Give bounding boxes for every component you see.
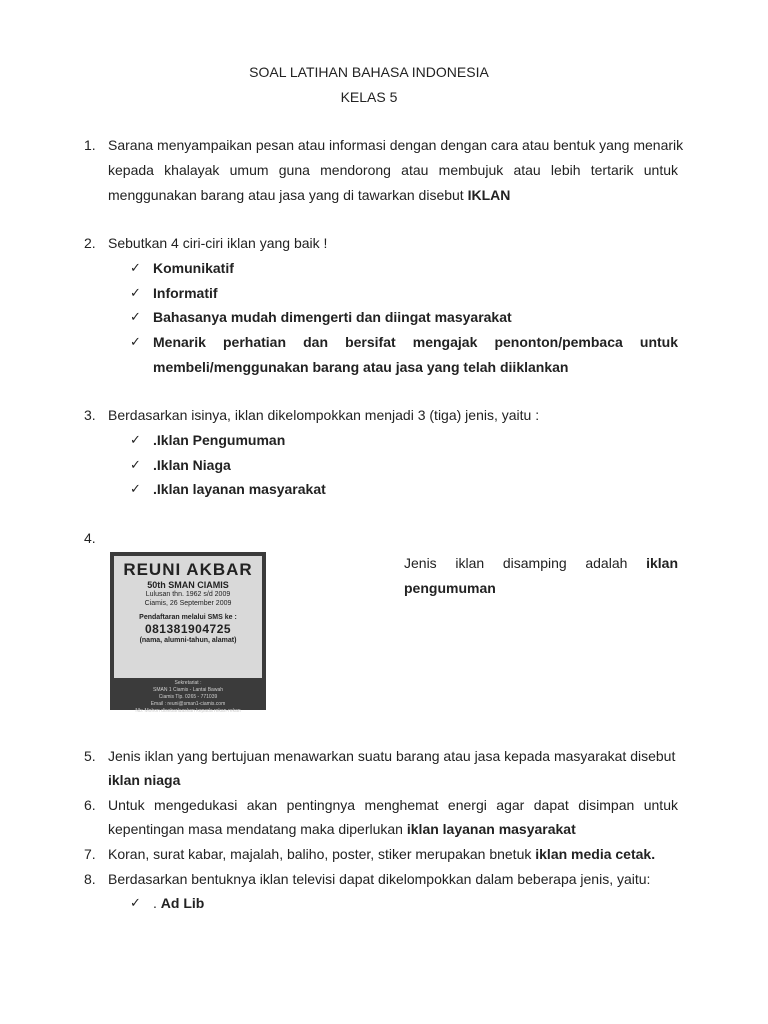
ad-sek-phone: Ciamis Tlp. 0265 - 771039	[158, 694, 218, 700]
q1-number: 1.	[84, 137, 96, 153]
q2-item: Bahasanya mudah dimengerti dan diingat masyarakat	[153, 309, 512, 325]
check-icon: ✓	[130, 309, 141, 324]
q4-number: 4.	[84, 530, 96, 546]
ad-reg: Pendaftaran melalui SMS ke :	[139, 614, 237, 621]
ad-line1: Lulusan thn. 1962 s/d 2009	[145, 591, 231, 598]
q8-number: 8.	[84, 871, 96, 887]
check-icon: ✓	[130, 334, 141, 349]
q7-number: 7.	[84, 846, 96, 862]
check-icon: ✓	[130, 895, 141, 910]
q8-item: . Ad Lib	[153, 895, 205, 911]
q2-item4-line2: membeli/menggunakan barang atau jasa yang telah diiklankan	[153, 359, 569, 375]
q5-number: 5.	[84, 748, 96, 764]
check-icon: ✓	[130, 481, 141, 496]
check-icon: ✓	[130, 432, 141, 447]
q6-number: 6.	[84, 797, 96, 813]
q1-line2: kepada khalayak umum guna mendorong atau membujuk atau lebih tertarik untuk	[108, 162, 678, 178]
q5-text: Jenis iklan yang bertujuan menawarkan suatu barang atau jasa kepada masyarakat disebut	[108, 748, 676, 764]
q3-item: .Iklan layanan masyarakat	[153, 481, 326, 497]
q5-answer: iklan niaga	[108, 772, 181, 788]
ad-line2: Ciamis, 26 September 2009	[144, 600, 232, 607]
page-title: SOAL LATIHAN BAHASA INDONESIA	[249, 64, 489, 80]
check-icon: ✓	[130, 457, 141, 472]
ad-image	[110, 552, 266, 714]
q3-item: .Iklan Niaga	[153, 457, 231, 473]
ad-footer: Nb: Mohon disebarluaskan kepada rekan-rekan	[135, 708, 241, 714]
q6-line1: Untuk mengedukasi akan pentingnya menghemat energi agar dapat disimpan untuk	[108, 797, 678, 813]
q2-item: Informatif	[153, 285, 218, 301]
q6-answer: iklan layanan masyarakat	[406, 821, 576, 837]
q6-line2: kepentingan masa mendatang maka diperlukan iklan layanan masyarakat	[108, 821, 576, 837]
q3-number: 3.	[84, 407, 96, 423]
ad-headline: REUNI AKBAR	[123, 560, 253, 579]
q1-line1: Sarana menyampaikan pesan atau informasi dengan dengan cara atau bentuk yang menarik	[108, 137, 684, 153]
page-subtitle: KELAS 5	[340, 89, 398, 105]
q3-text: Berdasarkan isinya, iklan dikelompokkan menjadi 3 (tiga) jenis, yaitu :	[108, 407, 540, 423]
ad-phone: 081381904725	[144, 622, 232, 636]
q2-text: Sebutkan 4 ciri-ciri iklan yang baik !	[108, 235, 328, 251]
q7-answer: iklan media cetak.	[535, 846, 656, 862]
q1-answer: IKLAN	[467, 187, 511, 203]
check-icon: ✓	[130, 285, 141, 300]
q4-side-line1: Jenis iklan disamping adalah iklan	[404, 555, 679, 571]
q1-line3: menggunakan barang atau jasa yang di tawarkan disebut IKLAN	[108, 187, 511, 203]
q2-item: Komunikatif	[153, 260, 234, 276]
ad-format: (nama, alumni-tahun, alamat)	[139, 637, 237, 644]
q2-item4-line1: Menarik perhatian dan bersifat mengajak penonton/pembaca untuk	[153, 334, 678, 350]
ad-sek-title: Sekretariat :	[174, 680, 202, 686]
ad-subhead: 50th SMAN CIAMIS	[147, 580, 229, 590]
q3-item: .Iklan Pengumuman	[153, 432, 286, 448]
check-icon: ✓	[130, 260, 141, 275]
ad-sek-addr: SMAN 1 Ciamis - Lantai Bawah	[152, 687, 224, 693]
q2-number: 2.	[84, 235, 96, 251]
q7-text: Koran, surat kabar, majalah, baliho, poster, stiker merupakan bnetuk iklan media cetak.	[108, 846, 656, 862]
ad-email: Email : reuni@sman1-ciamis.com	[150, 701, 226, 707]
q8-text: Berdasarkan bentuknya iklan televisi dapat dikelompokkan dalam beberapa jenis, yaitu:	[108, 871, 651, 887]
q4-side-line2: pengumuman	[404, 580, 496, 596]
